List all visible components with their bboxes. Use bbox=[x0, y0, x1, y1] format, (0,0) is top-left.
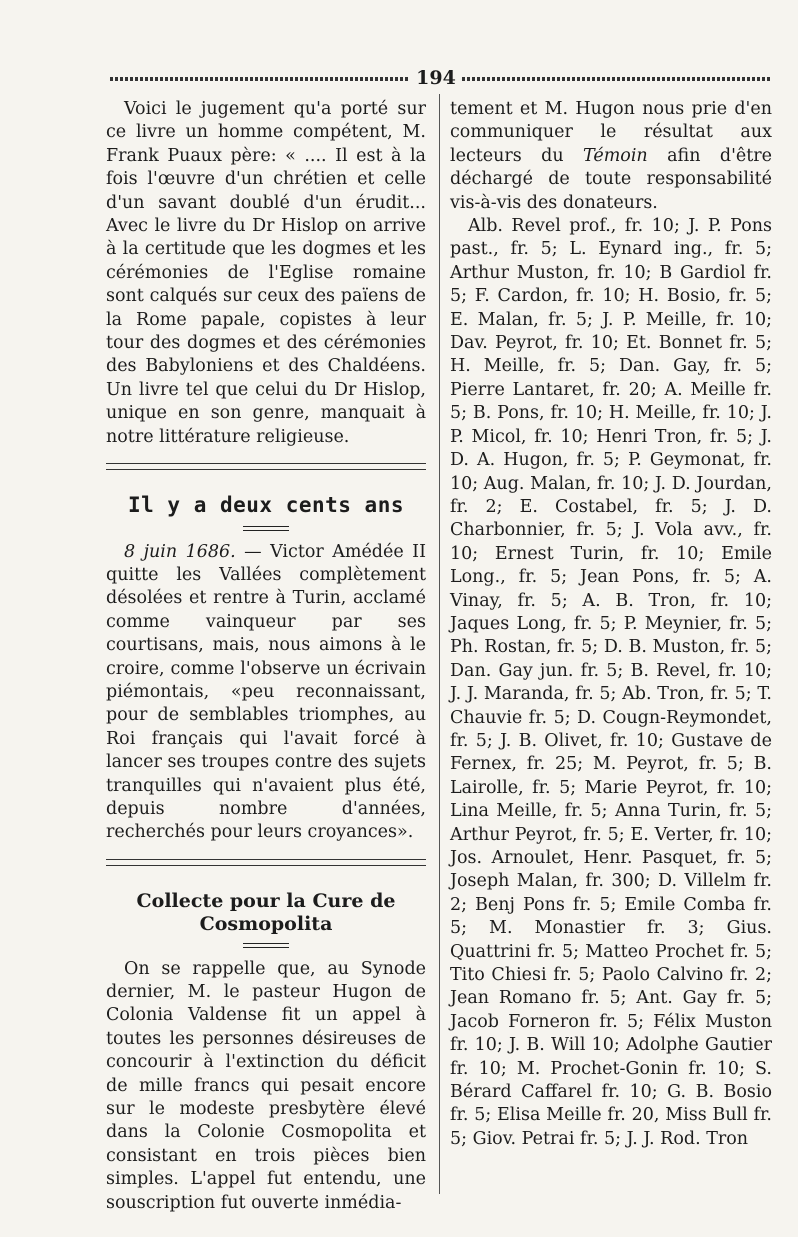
header-ornament-right bbox=[462, 77, 772, 81]
collecte-paragraph: On se rappelle que, au Synode dernier, M. le pasteur Hugon de Colonia Valdense fit un appel à toutes les personnes désireuses de concourir à l'extinction du déficit de mille francs qui pesait encore sur le modeste presbytère élevé dans la Colonie Cosmopolita et consistant en trois pièces bien simples. L'appel fut entendu, une souscription fut ouverte inmédia- bbox=[106, 958, 426, 1213]
column-divider bbox=[439, 94, 440, 1194]
section-title-deux-cents-ans: Il y a deux cents ans bbox=[127, 493, 404, 518]
continuation-text-end: afin d'être déchargé de toute responsabilité vis-à-vis des donateurs. bbox=[450, 145, 772, 213]
journal-name: Témoin bbox=[583, 145, 648, 166]
continuation-paragraph bbox=[450, 98, 772, 215]
section-title-collecte: Collecte pour la Cure de Cosmopolita bbox=[136, 889, 396, 936]
section-text: — Victor Amédée II quitte les Vallées complètement désolées et rentre à Turin, acclamé comme vainqueur par ses courtisans, mais, nous aimons à le croire, comme l'observe un écrivain piémontais, «peu reconnaissant, pour de semblables triomphes, au Roi français qui l'avait forcé à lancer ses troupes contre des sujets tranquilles qui n'avaient plus été, depuis nombre d'années, recherchés pour leurs croyances». bbox=[106, 541, 426, 843]
title-underline bbox=[243, 526, 289, 531]
left-column bbox=[106, 98, 426, 1215]
continuation-text: tement et M. Hugon nous prie d'en communiquer le résultat aux lecteurs du bbox=[450, 99, 772, 166]
section-date: 8 juin 1686. bbox=[124, 541, 236, 562]
intro-paragraph: Voici le jugement qu'a porté sur ce livre un homme compétent, M. Frank Puaux père: « .... Il est à la fois l'œuvre d'un chrétien et celle d'un savant doublé d'un érudit... Avec le livre du Dr Hislop on arrive à la certitude que les dogmes et les cérémonies de l'Eglise romaine sont calqués sur ceux des païens de la Rome papale, copistes à leur tour des dogmes et des cérémonies des Babyloniens et des Chaldéens. Un livre tel que celui du Dr Hislop, unique en son genre, manquait à notre littérature religieuse. bbox=[106, 99, 426, 447]
header-ornament-left bbox=[110, 77, 410, 81]
section-paragraph-1686 bbox=[106, 541, 426, 845]
title-underline bbox=[243, 943, 289, 948]
donor-list: Alb. Revel prof., fr. 10; J. P. Pons past., fr. 5; L. Eynard ing., fr. 5; Arthur Muston, fr. 10; B Gardiol fr. 5; F. Cardon, fr. 10; H. Bosio, fr. 5; E. Malan, fr. 5; J. P. Meille, fr. 10; Dav. Peyrot, fr. 10; Et. Bonnet fr. 5; H. Meille, fr. 5; Dan. Gay, fr. 5; Pierre Lantaret, fr. 20; A. Meille fr. 5; B. Pons, fr. 10; H. Meille, fr. 10; J. P. Micol, fr. 10; Henri Tron, fr. 5; J. D. A. Hugon, fr. 5; P. Geymonat, fr. 10; Aug. Malan, fr. 10; J. D. Jourdan, fr. 2; E. Costabel, fr. 5; J. D. Charbonnier, fr. 5; J. Vola avv., fr. 10; Ernest Turin, fr. 10; Emile Long., fr. 5; Jean Pons, fr. 5; A. Vinay, fr. 5; A. B. Tron, fr. 10; Jaques Long, fr. 5; P. Meynier, fr. 5; Ph. Rostan, fr. 5; D. B. Muston, fr. 5; Dan. Gay jun. fr. 5; B. Revel, fr. 10; J. J. Maranda, fr. 5; Ab. Tron, fr. 5; T. Chauvie fr. 5; D. Cougn-Reymondet, fr. 5; J. B. Olivet, fr. 10; Gustave de Fernex, fr. 25; M. Peyrot, fr. 5; B. Lairolle, fr. 5; Marie Peyrot, fr. 10; Lina Meille, fr. 5; Anna Turin, fr. 5; Arthur Peyrot, fr. 5; E. Verter, fr. 10; Jos. Arnoulet, Henr. Pasquet, fr. 5; Joseph Malan, fr. 300; D. Villelm fr. 2; Benj Pons fr. 5; Emile Comba fr. 5; M. Monastier fr. 3; Gius. Quattrini fr. 5; Matteo Prochet fr. 5; Tito Chiesi fr. 5; Paolo Calvino fr. 2; Jean Romano fr. 5; Ant. Gay fr. 5; Jacob Forneron fr. 5; Félix Muston fr. 10; J. B. Will 10; Adolphe Gautier fr. 10; M. Prochet-Gonin fr. 10; S. Bérard Caffarel fr. 10; G. B. Bosio fr. 5; Elisa Meille fr. 20, Miss Bull fr. 5; Giov. Petrai fr. 5; J. J. Rod. Tron bbox=[450, 216, 772, 1149]
right-column bbox=[450, 98, 772, 1151]
page-header bbox=[110, 66, 772, 90]
page-number: 194 bbox=[416, 67, 456, 89]
section-divider bbox=[106, 859, 426, 866]
section-divider bbox=[106, 463, 426, 470]
